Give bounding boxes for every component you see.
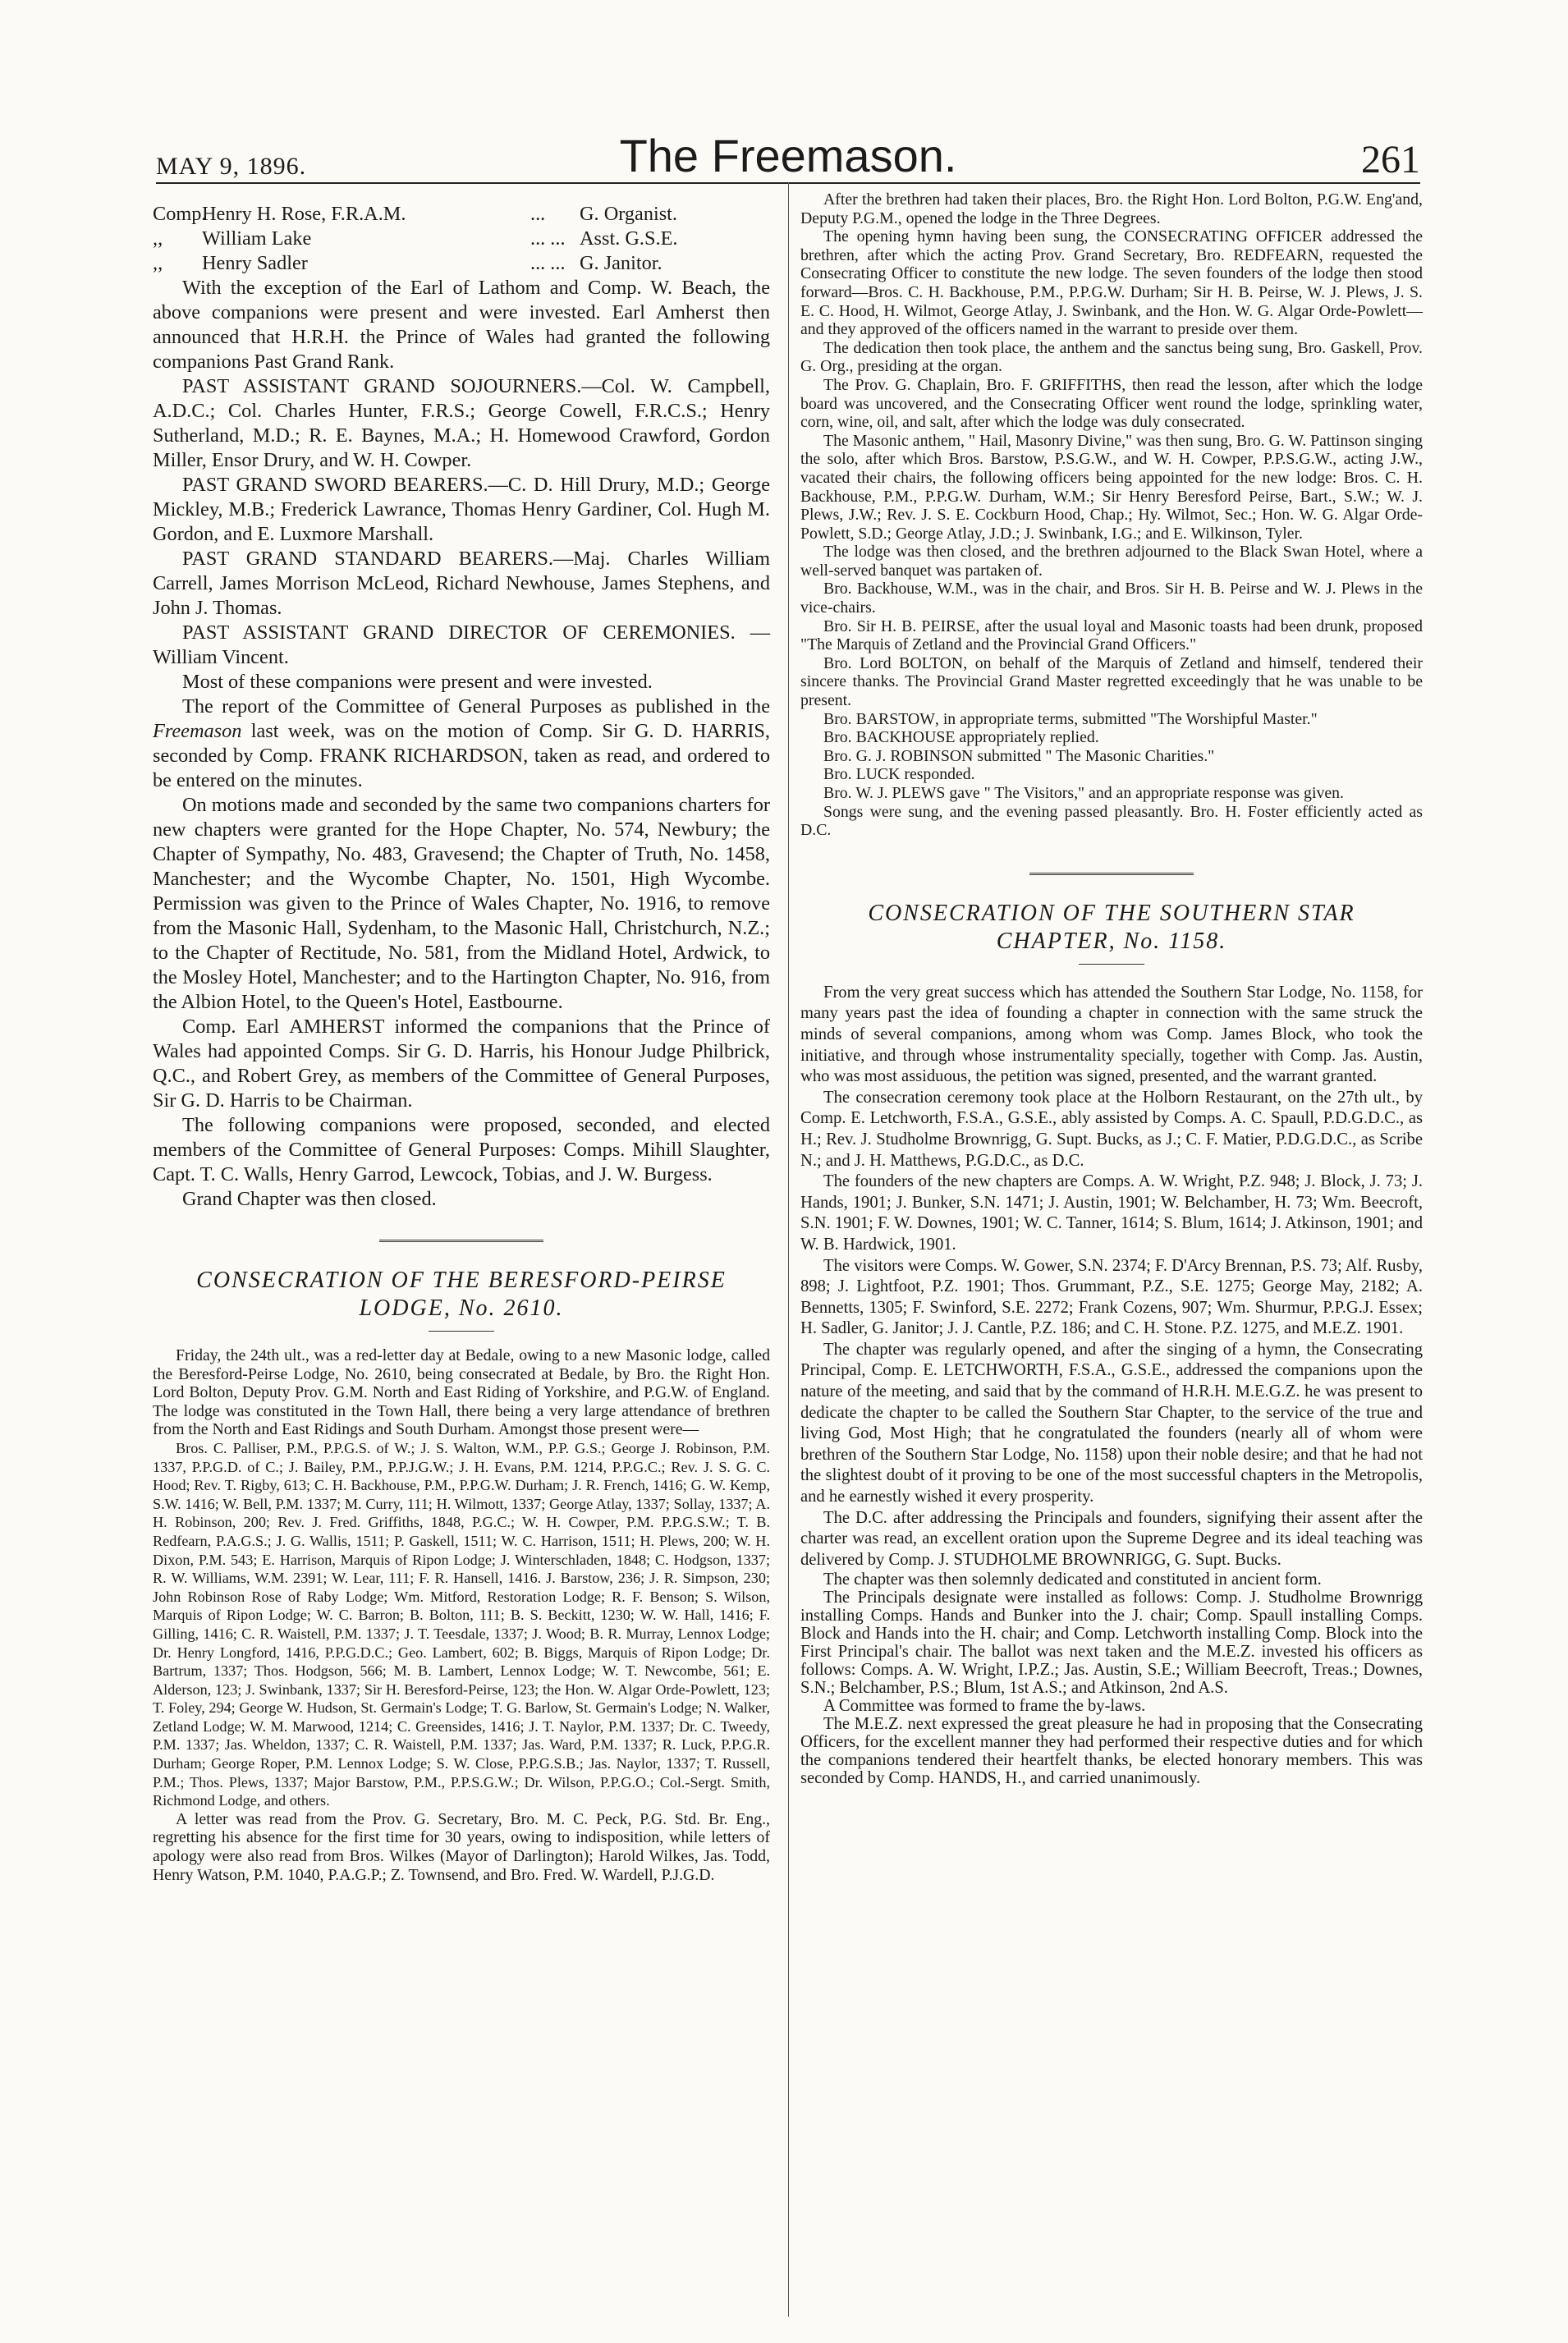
paragraph: The Masonic anthem, " Hail, Masonry Divine," was then sung, Bro. G. W. Pattinson singing the solo, after which Bros. Barstow, P.S.G.W., and W. H. Cowper, P.P.S.G.W., acting J.W., vacated their chairs, the following officers being appointed for the new lodge: Bros. C. H. Backhouse, P.M., P.P.G.W. Durham, W.M.; Sir Henry Beresford Peirse, Bart., S.W.; W. J. Plews, J.W.; Rev. J. S. E. Cockburn Hood, Chap.; Hy. Wilmot, Sec.; Hon. W. G. Algar Orde-Powlett, S.D.; George Atlay, J.D.; J. Swinbank, I.G.; and E. Wilkinson, Tyler. (800, 431, 1423, 543)
officer-name: Henry Sadler (202, 252, 308, 274)
paragraph: On motions made and seconded by the same two companions charters for new chapters were granted for the Hope Chapter, No. 574, Newbury; the Chapter of Sympathy, No. 483, Gravesend; the Chapter of Truth, No. 1458, Manchester; and the Wycombe Chapter, No. 1501, High Wycombe. Permission was given to the Prince of Wales Chapter, No. 1916, to remove from the Masonic Hall, Sydenham, to the Masonic Hall, Christchurch, N.Z.; to the Chapter of Rectitude, No. 581, from the Midland Hotel, Ardwick, to the Mosley Hotel, Manchester; and to the Hartington Chapter, No. 916, from the Albion Hotel, to the Queen's Hotel, Eastbourne. (153, 794, 770, 1013)
officer-name: William Lake (202, 227, 312, 250)
paragraph: Songs were sung, and the evening passed pleasantly. Bro. H. Foster efficiently acted as D.C. (800, 802, 1423, 840)
paragraph: Most of these companions were present and were invested. (182, 671, 653, 693)
paragraph: Bro. BARSTOW, in appropriate terms, submitted "The Worshipful Master." (823, 709, 1318, 728)
paragraph: Comp. Earl AMHERST informed the companions that the Prince of Wales had appointed Comps. Sir G. D. Harris, his Honour Judge Philbrick, Q.C., and Robert Grey, as members of the Committee of General Purposes, Sir G. D. Harris to be Chairman. (153, 1016, 770, 1112)
masthead-title: The Freemason. (619, 130, 957, 181)
paragraph: A Committee was formed to frame the by-laws. (823, 1697, 1146, 1716)
paragraph: Bro. LUCK responded. (823, 765, 975, 784)
paragraph: A letter was read from the Prov. G. Secretary, Bro. M. C. Peck, P.G. Std. Br. Eng., regretting his absence for the first time for 30 years, owing to indisposition, while letters of apology were also read from Bros. Wilkes (Mayor of Darlington); Harold Wilkes, Jas. Todd, Henry Watson, P.M. 1040, P.A.G.P.; Z. Townsend, and Bro. Fred. W. Wardell, P.J.G.D. (153, 1809, 770, 1884)
officer-dots: ... (530, 203, 546, 225)
officer-prefix: Comp. (153, 203, 207, 225)
issue-date: MAY 9, 1896. (156, 153, 307, 180)
paragraph: Bro. Lord BOLTON, on behalf of the Marquis of Zetland and himself, tendered their sincere thanks. The Provincial Grand Master regretted exceedingly that he was unable to be present. (800, 653, 1424, 710)
officer-dots: ... ... (530, 227, 566, 250)
officer-role: Asst. G.S.E. (580, 227, 678, 250)
column-divider (788, 182, 789, 2317)
paragraph: The visitors were Comps. W. Gower, S.N. 2374; F. D'Arcy Brennan, P.S. 73; Alf. Rusby, 898; J. Lightfoot, P.Z. 1901; Thos. Grummant, P.Z., S.E. 1275; George May, 2182; A. Bennetts, 1305; F. Swinford, S.E. 2272; Frank Cozens, 907; Wm. Shurmur, P.P.G.J. Essex; H. Sadler, G. Janitor; J. J. Cantle, P.Z. 186; and C. H. Stone. P.Z. 1275, and M.E.Z. 1901. (800, 1256, 1423, 1338)
paragraph: PAST ASSISTANT GRAND DIRECTOR OF CEREMONIES. — William Vincent. (153, 621, 771, 668)
officer-name: Henry H. Rose, F.R.A.M. (202, 203, 406, 225)
paragraph: After the brethren had taken their places, Bro. the Right Hon. Lord Bolton, P.G.W. Eng'and, Deputy P.G.M., opened the lodge in the Three Degrees. (800, 190, 1423, 227)
officer-prefix: ,, (153, 252, 163, 274)
beresford-peirse-article (153, 1346, 770, 1884)
paragraph: Bro. Backhouse, W.M., was in the chair, and Bros. Sir H. B. Peirse and W. J. Plews in the vice-chairs. (800, 580, 1423, 617)
left-column (153, 190, 770, 1884)
paragraph: The D.C. after addressing the Principals and founders, signifying their assent after the charter was read, an excellent oration upon the Supreme Degree and its ideal teaching was delivered by Comp. J. STUDHOLME BROWNRIGG, G. Supt. Bucks. (800, 1508, 1423, 1569)
article-heading: LODGE, No. 2610. (359, 1295, 564, 1321)
paragraph: With the exception of the Earl of Lathom and Comp. W. Beach, the above companions were present and were invested. Earl Amherst then announced that H.R.H. the Prince of Wales had granted the following companions Past Grand Rank. (153, 277, 770, 373)
paragraph: Bro. BACKHOUSE appropriately replied. (823, 728, 1099, 747)
page-header (156, 123, 1420, 181)
attendee-list: Bros. C. Palliser, P.M., P.P.G.S. of W.; J. S. Walton, W.M., P.P. G.S.; George J. Robinson, P.M. 1337, P.P.G.D. of C.; J. Bailey, P.M., P.P.J.G.W.; J. H. Evans, P.M. 1214, P.P.G.C.; Rev. J. S. G. C. Hood; Rev. T. Rigby, 613; C. H. Backhouse, P.M., P.P.G.W. Durham; J. R. French, 1416; G. W. Kemp, S.W. 1416; W. Bell, P.M. 1337; M. Curry, 111; H. Wilmott, 1337; George Atlay, 1337; Sollay, 1337; A. H. Robinson, 200; Rev. J. Fred. Griffiths, 1848, P.G.C.; W. H. Cowper, P.M. P.P.G.S.W.; T. B. Redfearn, P.A.G.S.; J. G. Wallis, 1511; P. Gaskell, 1511; W. C. Harrison, 1511; H. Plews, 200; W. H. Dixon, P.M. 543; E. Harrison, Marquis of Ripon Lodge; J. Winterschladen, 1848; C. Hodgson, 1337; R. W. Williams, W.M. 2391; W. Lear, 111; F. R. Hansell, 1416. J. Barstow, 236; J. R. Simpson, 230; John Robinson Rose of Raby Lodge; Wm. Mitford, Restoration Lodge; R. F. Benson; S. Wilson, Marquis of Ripon Lodge; W. C. Barron; B. Bolton, 111; B. S. Beckitt, 1230; W. W. Hall, 1416; F. Gilling, 1416; C. R. Waistell, P.M. 1337; J. T. Teesdale, 1337; J. Wood; B. R. Murray, Lennox Lodge; Dr. Henry Longford, 1416, P.P.G.D.C.; Geo. Lambert, 602; B. Biggs, Marquis of Ripon Lodge; Dr. Bartrum, 1337; Thos. Hodgson, 566; M. B. Lambert, Lennox Lodge; W. T. Newcombe, 561; E. Alderson, 123; J. Swinbank, 1337; Sir H. Beresford-Peirse, 123; the Hon. W. Algar Orde-Powlett, 123; T. Foley, 294; George W. Hudson, St. Germain's Lodge; T. G. Barlow, St. Germain's Lodge; N. Walker, Zetland Lodge; W. M. Marwood, 1214; C. Greensides, 1416; J. T. Naylor, P.M. 1337; Dr. C. Tweedy, P.M. 1337; Jas. Wheldon, 1337; C. R. Waistell, P.M. 1337; Jas. Ward, P.M. 1337; R. Luck, P.P.G.R. Durham; George Roper, P.M. Lennox Lodge; S. W. Close, P.P.G.S.B.; Jas. Naylor, 1337; T. Russell, P.M.; Thos. Plews, 1337; Major Barstow, P.M., P.P.S.G.W.; Dr. Wilson, P.P.G.O.; Col.-Sergt. Smith, Richmond Lodge, and others. (153, 1439, 770, 1809)
paragraph: The opening hymn having been sung, the CONSECRATING OFFICER addressed the brethren, after which the acting Prov. Grand Secretary, Bro. REDFEARN, requested the Consecrating Officer to constitute the new lodge. The seven founders of the lodge then stood forward—Bros. C. H. Backhouse, P.M., P.P.G.W. Durham; Sir H. B. Peirse, W. J. Plews, J. S. E. C. Hood, H. Wilmot, George Atlay, J. Swinbank, and the Hon. W. G. Algar Orde-Powlett—and they approved of the officers named in the warrant to preside over them. (800, 227, 1424, 339)
paragraph: The founders of the new chapters are Comps. A. W. Wright, P.Z. 948; J. Block, J. 73; J. Hands, 1901; J. Bunker, S.N. 1471; J. Austin, 1901; W. Belchamber, H. 73; Wm. Beecroft, S.N. 1901; F. W. Downes, 1901; W. C. Tanner, 1614; S. Blum, 1614; J. Atkinson, 1901; and W. B. Hardwick, 1901. (800, 1172, 1423, 1254)
officer-role: G. Organist. (580, 203, 678, 225)
article-heading: CONSECRATION OF THE SOUTHERN STAR (868, 900, 1355, 926)
article-heading: CHAPTER, No. 1158. (996, 928, 1227, 954)
paragraph: Bro. Sir H. B. PEIRSE, after the usual loyal and Masonic toasts had been drunk, proposed "The Marquis of Zetland and the Provincial Grand Officers." (800, 617, 1423, 654)
paragraph: Bro. G. J. ROBINSON submitted " The Masonic Charities." (823, 746, 1215, 765)
paragraph: The lodge was then closed, and the brethren adjourned to the Black Swan Hotel, where a well-served banquet was partaken of. (800, 543, 1423, 580)
paragraph: PAST ASSISTANT GRAND SOJOURNERS.—Col. W. Campbell, A.D.C.; Col. Charles Hunter, F.R.S.; George Cowell, F.R.C.S.; Henry Sutherland, M.D.; R. E. Baynes, M.A.; H. Homewood Crawford, Gordon Miller, Ensor Drury, and W. H. Cowper. (153, 375, 770, 471)
paragraph: The chapter was regularly opened, and after the singing of a hymn, the Consecrating Principal, Comp. E. LETCHWORTH, F.S.A., G.S.E., addressed the companions upon the nature of the meeting, and said that by the command of H.R.H. M.E.G.Z. he was present to dedicate the chapter to be called the Southern Star Chapter, to the service of the true and living God, Most High; that he congratulated the founders (nearly all of whom were brethren of the Southern Star Lodge, No. 1158) upon their noble desire; and that he had not the slightest doubt of it proving to be one of the most successful chapters in the Metropolis, and he earnestly wished it every prosperity. (800, 1340, 1423, 1506)
paragraph: The M.E.Z. next expressed the great pleasure he had in proposing that the Consecrating Officers, for the excellent manner they had performed their respective duties and for which the companions tendered their heartfelt thanks, be elected honorary members. This was seconded by Comp. HANDS, H., and carried unanimously. (800, 1715, 1423, 1788)
officer-row (153, 227, 770, 251)
paragraph: The consecration ceremony took place at the Holborn Restaurant, on the 27th ult., by Comp. E. Letchworth, F.S.A., G.S.E., ably assisted by Comps. A. C. Spaull, P.D.G.D.C., as H.; Rev. J. Studholme Brownrigg, G. Supt. Bucks, as J.; C. F. Matier, P.D.G.D.C., as Scribe N.; and J. H. Matthews, P.G.D.C., as D.C. (800, 1088, 1423, 1170)
paragraph: The Prov. G. Chaplain, Bro. F. GRIFFITHS, then read the lesson, after which the lodge board was uncovered, and the Consecrating Officer went round the lodge, sprinkling water, corn, wine, oil, and salt, after which the lodge was duly consecrated. (800, 375, 1424, 432)
officer-row (153, 251, 770, 276)
paragraph: The chapter was then solemnly dedicated and constituted in ancient form. (823, 1570, 1322, 1589)
officer-prefix: ,, (153, 227, 163, 250)
paragraph: PAST GRAND STANDARD BEARERS.—Maj. Charles William Carrell, James Morrison McLeod, Richard Newhouse, James Stephens, and John J. Thomas. (153, 548, 770, 619)
paragraph: Bro. W. J. PLEWS gave " The Visitors," and an appropriate response was given. (823, 784, 1344, 802)
officer-role: G. Janitor. (580, 252, 663, 274)
paragraph: From the very great success which has attended the Southern Star Lodge, No. 1158, for many years past the idea of founding a chapter in connection with the same struck the minds of several companions, among whom was Comp. James Block, who took the initiative, and through whose instrumentality specially, together with Comp. Jas. Austin, who was most assiduous, the petition was signed, presented, and the warrant granted. (800, 983, 1423, 1086)
officer-row (153, 202, 770, 227)
officer-list (153, 202, 770, 276)
article-heading: CONSECRATION OF THE BERESFORD-PEIRSE (196, 1268, 727, 1293)
southern-star-article (800, 983, 1423, 1788)
paragraph: PAST GRAND SWORD BEARERS.—C. D. Hill Drury, M.D.; George Mickley, M.B.; Frederick Lawrance, Thomas Henry Gardiner, Col. Hugh M. Gordon, and E. Luxmore Marshall. (153, 474, 770, 545)
paragraph: The report of the Committee of General Purposes as published in the Freemason last week, was on the motion of Comp. Sir G. D. HARRIS, seconded by Comp. FRANK RICHARDSON, taken as read, and ordered to be entered on the minutes. (153, 695, 771, 791)
right-column (800, 190, 1423, 1787)
grand-chapter-report (153, 276, 770, 1212)
beresford-peirse-continued (800, 190, 1423, 840)
paragraph: The dedication then took place, the anthem and the sanctus being sung, Bro. Gaskell, Prov. G. Org., presiding at the organ. (800, 338, 1423, 376)
page-number: 261 (1361, 138, 1420, 181)
paragraph: The Principals designate were installed as follows: Comp. J. Studholme Brownrigg installing Comps. Hands and Bunker into the J. chair; Comp. Spaull installing Comps. Block and Hands into the H. chair; and Comp. Letchworth installing Comp. Block into the First Principal's chair. The ballot was next taken and the M.E.Z. invested his officers as follows: Comps. A. W. Wright, I.P.Z.; Jas. Austin, S.E.; William Beecroft, Treas.; Downes, S.N.; Belchamber, P.S.; Blum, 1st A.S.; and Atkinson, 2nd A.S. (800, 1589, 1423, 1698)
paragraph: Grand Chapter was then closed. (182, 1188, 437, 1210)
paragraph: Friday, the 24th ult., was a red-letter day at Bedale, owing to a new Masonic lodge, called the Beresford-Peirse Lodge, No. 2610, being consecrated at Bedale, by Bro. the Right Hon. Lord Bolton, Deputy Prov. G.M. North and East Riding of Yorkshire, and P.G.W. of England. The lodge was constituted in the Town Hall, there being a very large attendance of brethren from the North and East Ridings and South Durham. Amongst those present were— (153, 1346, 770, 1439)
paragraph: The following companions were proposed, seconded, and elected members of the Committee of General Purposes: Comps. Mihill Slaughter, Capt. T. C. Walls, Henry Garrod, Lewcock, Tobias, and J. W. Burgess. (153, 1114, 770, 1185)
officer-dots: ... ... (530, 252, 566, 274)
